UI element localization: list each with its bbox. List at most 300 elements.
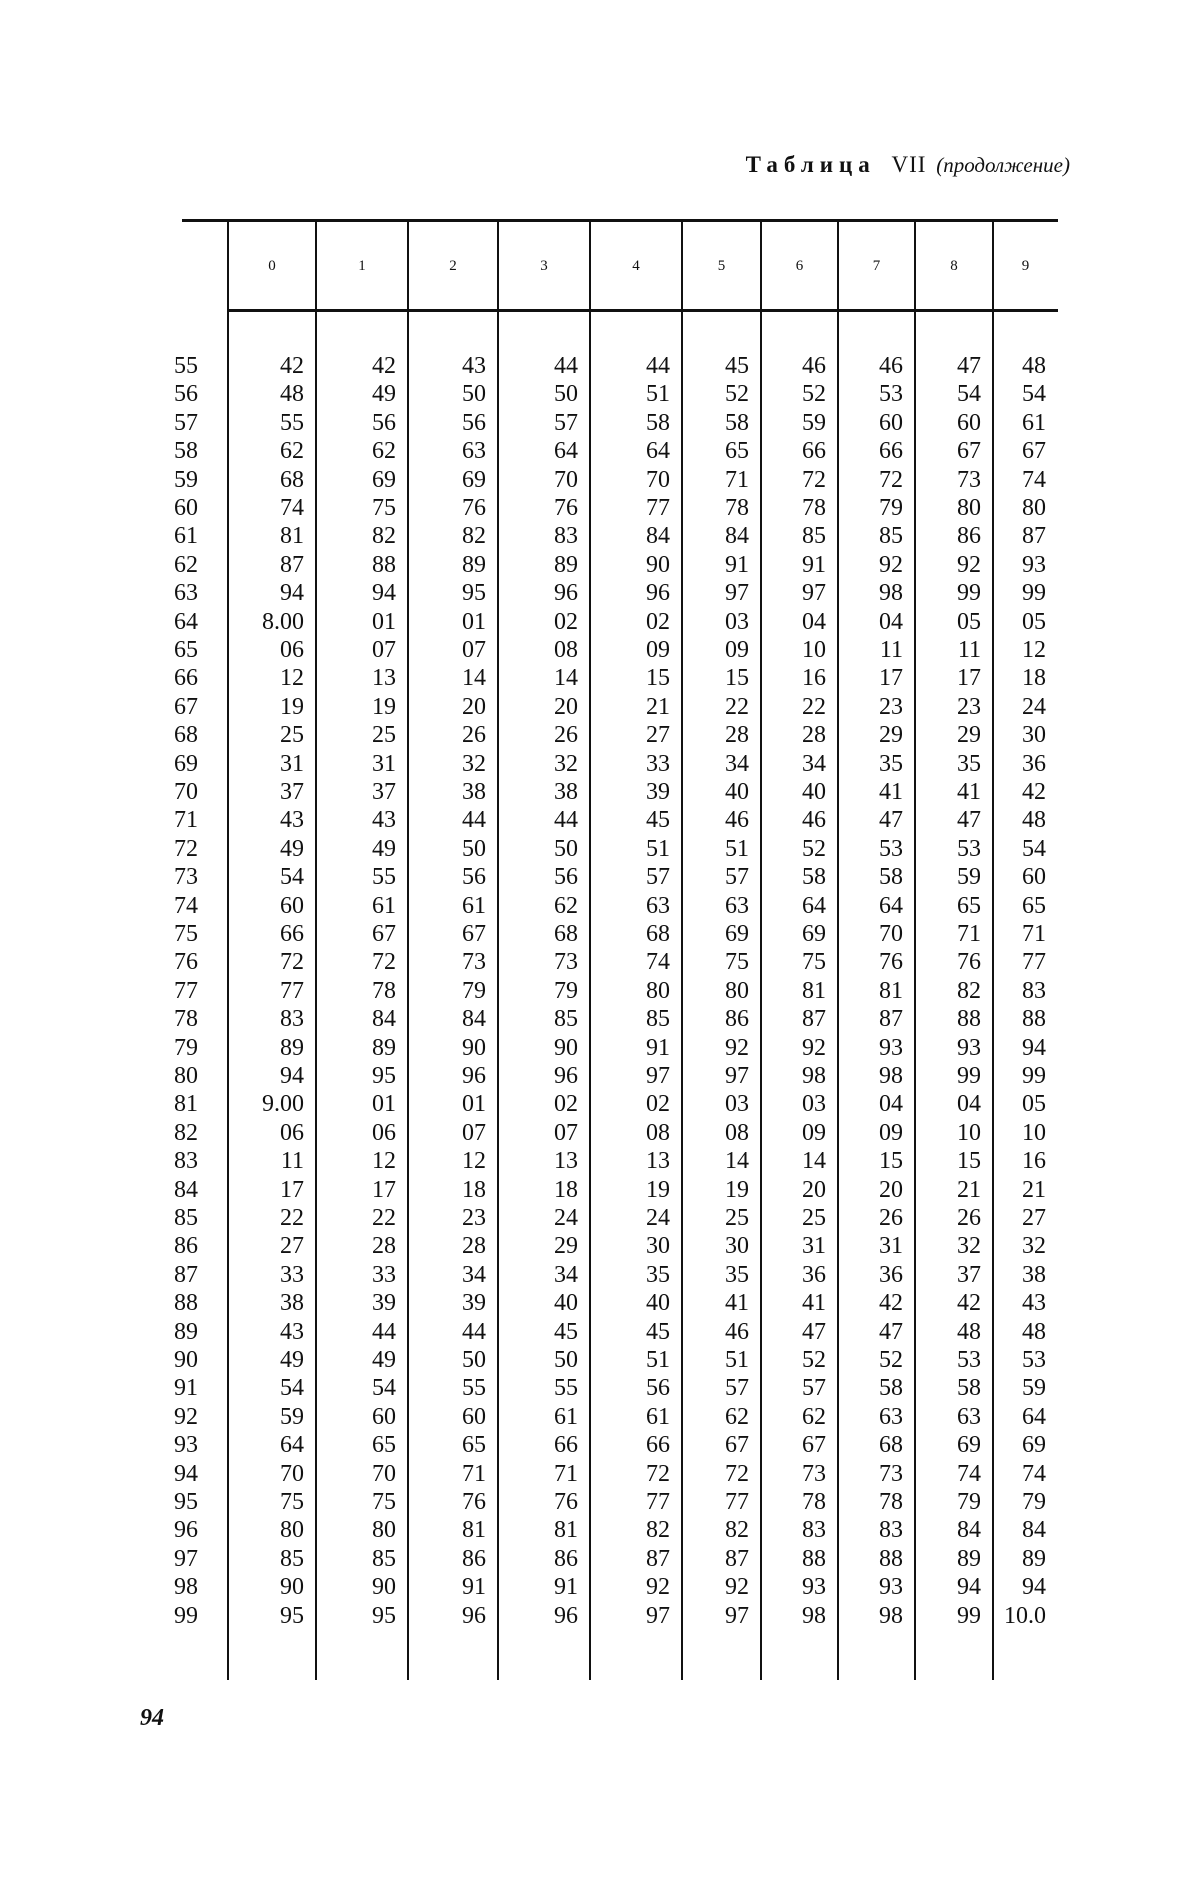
table-cell: 61 — [554, 1403, 578, 1430]
row-label: 61 — [174, 523, 198, 550]
table-cell: 96 — [554, 580, 578, 607]
table-cell: 33 — [646, 750, 670, 777]
table-cell: 66 — [554, 1432, 578, 1459]
table-cell: 83 — [1022, 977, 1046, 1004]
caption-word: Таблица — [745, 152, 876, 177]
table-cell: 17 — [280, 1176, 304, 1203]
table-cell: 94 — [372, 580, 396, 607]
table-cell: 51 — [725, 835, 749, 862]
table-cell: 76 — [879, 949, 903, 976]
table-cell: 98 — [802, 1602, 826, 1629]
table-cell: 56 — [462, 409, 486, 436]
table-cell: 50 — [462, 835, 486, 862]
table-cell: 50 — [554, 1347, 578, 1373]
table-cell: 63 — [879, 1403, 903, 1430]
table-cell: 92 — [879, 551, 903, 578]
table-cell: 42 — [372, 353, 396, 379]
table-cell: 92 — [802, 1034, 826, 1061]
table-cell: 15 — [646, 665, 670, 692]
row-label: 89 — [174, 1318, 198, 1345]
row-label: 72 — [174, 835, 198, 862]
table-cell: 04 — [879, 608, 903, 635]
table-cell: 45 — [725, 353, 749, 379]
table-cell: 54 — [280, 1375, 304, 1402]
table-cell: 15 — [725, 665, 749, 692]
table-cell: 20 — [879, 1176, 903, 1203]
table-cell: 97 — [646, 1063, 670, 1089]
table-cell: 05 — [1022, 1091, 1046, 1118]
caption-number: VII — [891, 152, 927, 177]
table-cell: 78 — [879, 1489, 903, 1515]
table-cell: 38 — [280, 1290, 304, 1317]
table-cell: 30 — [1022, 722, 1046, 749]
table-cell: 36 — [802, 1261, 826, 1288]
table-cell: 17 — [879, 665, 903, 692]
table-cell: 39 — [372, 1290, 396, 1317]
table-cell: 93 — [802, 1574, 826, 1601]
column-header: 2 — [449, 258, 457, 274]
row-label: 96 — [174, 1517, 198, 1544]
row-label: 69 — [174, 750, 198, 777]
table-cell: 74 — [957, 1460, 981, 1487]
table-cell: 79 — [879, 495, 903, 521]
table-cell: 99 — [1022, 1063, 1046, 1089]
table-cell: 53 — [879, 381, 903, 408]
table-cell: 02 — [554, 1091, 578, 1118]
table-cell: 53 — [957, 835, 981, 862]
table-cell: 02 — [554, 608, 578, 635]
table-cell: 19 — [725, 1176, 749, 1203]
table-cell: 03 — [725, 608, 749, 635]
table-cell: 58 — [725, 409, 749, 436]
table-cell: 12 — [372, 1148, 396, 1175]
table-cell: 46 — [879, 353, 903, 379]
row-label: 91 — [174, 1375, 198, 1402]
table-cell: 27 — [1022, 1205, 1046, 1231]
table-cell: 95 — [462, 580, 486, 607]
table-cell: 68 — [280, 466, 304, 493]
table-cell: 08 — [646, 1119, 670, 1146]
table-cell: 66 — [802, 438, 826, 465]
table-cell: 25 — [725, 1205, 749, 1231]
table-cell: 48 — [1022, 1318, 1046, 1345]
column-header: 4 — [632, 258, 640, 274]
row-label: 63 — [174, 580, 198, 607]
table-cell: 52 — [802, 1347, 826, 1373]
table-cell: 14 — [802, 1148, 826, 1175]
table-cell: 35 — [879, 750, 903, 777]
table-cell: 06 — [280, 1119, 304, 1146]
table-cell: 26 — [554, 722, 578, 749]
table-cell: 09 — [802, 1119, 826, 1146]
row-label: 71 — [174, 807, 198, 834]
table-cell: 83 — [879, 1517, 903, 1544]
table-cell: 91 — [646, 1034, 670, 1061]
table-cell: 85 — [646, 1006, 670, 1033]
table-cell: 65 — [725, 438, 749, 465]
table-cell: 92 — [725, 1574, 749, 1601]
table-cell: 37 — [372, 779, 396, 805]
table-cell: 23 — [957, 693, 981, 720]
table-cell: 50 — [554, 835, 578, 862]
table-cell: 06 — [372, 1119, 396, 1146]
table-cell: 82 — [725, 1517, 749, 1544]
table-cell: 29 — [554, 1233, 578, 1260]
table-cell: 81 — [280, 523, 304, 550]
table-cell: 78 — [372, 977, 396, 1004]
row-label: 87 — [174, 1261, 198, 1288]
row-label: 65 — [174, 637, 198, 663]
table-cell: 88 — [1022, 1006, 1046, 1033]
table-cell: 44 — [462, 1318, 486, 1345]
table-cell: 25 — [802, 1205, 826, 1231]
table-cell: 73 — [957, 466, 981, 493]
table-cell: 19 — [280, 693, 304, 720]
table-cell: 68 — [879, 1432, 903, 1459]
table-cell: 67 — [372, 921, 396, 947]
table-cell: 26 — [462, 722, 486, 749]
table-cell: 90 — [280, 1574, 304, 1601]
table-cell: 65 — [372, 1432, 396, 1459]
table-cell: 50 — [462, 381, 486, 408]
table-cell: 89 — [1022, 1545, 1046, 1572]
table-cell: 63 — [957, 1403, 981, 1430]
table-cell: 52 — [725, 381, 749, 408]
table-cell: 64 — [802, 892, 826, 919]
table-cell: 67 — [802, 1432, 826, 1459]
row-label: 94 — [174, 1460, 198, 1487]
table-cell: 82 — [462, 523, 486, 550]
table-cell: 10 — [957, 1119, 981, 1146]
table-cell: 98 — [879, 1063, 903, 1089]
table-cell: 07 — [462, 637, 486, 663]
table-cell: 28 — [462, 1233, 486, 1260]
table-cell: 34 — [725, 750, 749, 777]
table-cell: 94 — [1022, 1034, 1046, 1061]
table-cell: 10 — [1022, 1119, 1046, 1146]
table-cell: 28 — [372, 1233, 396, 1260]
table-cell: 56 — [554, 864, 578, 891]
table-cell: 05 — [957, 608, 981, 635]
table-cell: 90 — [462, 1034, 486, 1061]
table-cell: 04 — [879, 1091, 903, 1118]
row-label: 67 — [174, 693, 198, 720]
table-cell: 09 — [725, 637, 749, 663]
row-label: 73 — [174, 864, 198, 891]
table-cell: 44 — [554, 353, 578, 379]
row-label: 98 — [174, 1574, 198, 1601]
table-cell: 74 — [280, 495, 304, 521]
table-cell: 57 — [646, 864, 670, 891]
table-cell: 95 — [372, 1602, 396, 1629]
table-cell: 16 — [802, 665, 826, 692]
column-header: 9 — [1021, 258, 1030, 274]
table-cell: 21 — [1022, 1176, 1046, 1203]
table-cell: 26 — [879, 1205, 903, 1231]
table-cell: 34 — [802, 750, 826, 777]
row-label: 62 — [174, 551, 198, 578]
table-cell: 54 — [957, 381, 981, 408]
table-cell: 85 — [372, 1545, 396, 1572]
row-label: 88 — [174, 1290, 198, 1317]
table-cell: 47 — [879, 807, 903, 834]
table-cell: 52 — [879, 1347, 903, 1373]
table-cell: 42 — [280, 353, 304, 379]
table-cell: 58 — [957, 1375, 981, 1402]
table-cell: 06 — [280, 637, 304, 663]
table-cell: 62 — [372, 438, 396, 465]
table-cell: 28 — [802, 722, 826, 749]
table-cell: 14 — [725, 1148, 749, 1175]
table-cell: 53 — [1022, 1347, 1046, 1373]
table-cell: 93 — [957, 1034, 981, 1061]
row-label: 84 — [174, 1176, 198, 1203]
table-cell: 55 — [280, 409, 304, 436]
table-cell: 29 — [879, 722, 903, 749]
table-cell: 92 — [725, 1034, 749, 1061]
table-cell: 60 — [1022, 864, 1046, 891]
table-cell: 70 — [554, 466, 578, 493]
table-cell: 78 — [802, 1489, 826, 1515]
table-cell: 15 — [957, 1148, 981, 1175]
table-cell: 66 — [280, 921, 304, 947]
table-cell: 50 — [554, 381, 578, 408]
column-header: 7 — [872, 258, 881, 274]
table-cell: 09 — [879, 1119, 903, 1146]
table-cell: 35 — [725, 1261, 749, 1288]
table-cell: 22 — [372, 1205, 396, 1231]
table-cell: 87 — [280, 551, 304, 578]
table-cell: 45 — [646, 807, 670, 834]
table-cell: 87 — [725, 1545, 749, 1572]
table-cell: 22 — [725, 693, 749, 720]
table-cell: 72 — [725, 1460, 749, 1487]
table-cell: 80 — [957, 495, 981, 521]
table-cell: 31 — [280, 750, 304, 777]
table-cell: 48 — [1022, 353, 1046, 379]
table-cell: 07 — [462, 1119, 486, 1146]
table-cell: 49 — [280, 1347, 304, 1373]
table-cell: 15 — [879, 1148, 903, 1175]
table-cell: 92 — [957, 551, 981, 578]
table-cell: 07 — [372, 637, 396, 663]
table-cell: 69 — [802, 921, 826, 947]
row-label: 92 — [174, 1403, 198, 1430]
table-cell: 64 — [646, 438, 670, 465]
table-cell: 75 — [725, 949, 749, 976]
table-cell: 87 — [802, 1006, 826, 1033]
table-cell: 34 — [554, 1261, 578, 1288]
table-cell: 69 — [957, 1432, 981, 1459]
table-cell: 85 — [879, 523, 903, 550]
table-cell: 41 — [802, 1290, 826, 1317]
table-cell: 62 — [280, 438, 304, 465]
table-cell: 20 — [554, 693, 578, 720]
column-header: 5 — [717, 258, 726, 274]
table-cell: 36 — [1022, 750, 1046, 777]
table-cell: 61 — [646, 1403, 670, 1430]
table-cell: 83 — [554, 523, 578, 550]
table-cell: 41 — [725, 1290, 749, 1317]
table-cell: 24 — [554, 1205, 578, 1231]
row-label: 80 — [174, 1063, 198, 1089]
table-cell: 11 — [280, 1148, 304, 1175]
table-cell: 77 — [280, 977, 304, 1004]
row-label: 76 — [174, 949, 198, 976]
table-cell: 68 — [554, 921, 578, 947]
table-cell: 98 — [879, 580, 903, 607]
table-cell: 46 — [802, 807, 826, 834]
table-cell: 48 — [280, 381, 304, 408]
column-header: 0 — [268, 258, 276, 274]
table-cell: 94 — [957, 1574, 981, 1601]
row-label: 97 — [174, 1545, 198, 1572]
table-cell: 87 — [646, 1545, 670, 1572]
table-cell: 70 — [646, 466, 670, 493]
row-label: 57 — [174, 409, 198, 436]
table-cell: 61 — [1022, 409, 1046, 436]
table-cell: 42 — [957, 1290, 981, 1317]
table-cell: 63 — [462, 438, 486, 465]
table-cell: 60 — [957, 409, 981, 436]
table-cell: 46 — [802, 353, 826, 379]
table-cell: 31 — [879, 1233, 903, 1260]
table-cell: 8.00 — [262, 608, 304, 635]
table-cell: 17 — [372, 1176, 396, 1203]
table-cell: 78 — [802, 495, 826, 521]
table-cell: 58 — [646, 409, 670, 436]
table-cell: 86 — [462, 1545, 486, 1572]
row-label: 83 — [174, 1148, 198, 1175]
table-cell: 07 — [554, 1119, 578, 1146]
table-cell: 89 — [957, 1545, 981, 1572]
table-cell: 72 — [802, 466, 826, 493]
row-label: 66 — [174, 665, 198, 692]
table-cell: 95 — [280, 1602, 304, 1629]
table-cell: 95 — [372, 1063, 396, 1089]
table-cell: 81 — [554, 1517, 578, 1544]
table-cell: 19 — [646, 1176, 670, 1203]
table-cell: 54 — [372, 1375, 396, 1402]
table-cell: 13 — [372, 665, 396, 692]
table-cell: 91 — [462, 1574, 486, 1601]
table-cell: 65 — [1022, 892, 1046, 919]
table-cell: 18 — [1022, 665, 1046, 692]
table-cell: 01 — [462, 1091, 486, 1118]
table-cell: 91 — [725, 551, 749, 578]
table-cell: 58 — [879, 864, 903, 891]
table-cell: 24 — [646, 1205, 670, 1231]
table-cell: 33 — [372, 1261, 396, 1288]
table-cell: 64 — [554, 438, 578, 465]
table-cell: 30 — [646, 1233, 670, 1260]
table-cell: 88 — [957, 1006, 981, 1033]
table-cell: 35 — [646, 1261, 670, 1288]
table-cell: 32 — [462, 750, 486, 777]
table-cell: 54 — [1022, 835, 1046, 862]
table-cell: 41 — [957, 779, 981, 805]
table-cell: 96 — [646, 580, 670, 607]
table-cell: 44 — [372, 1318, 396, 1345]
table-cell: 39 — [646, 779, 670, 805]
table-cell: 49 — [372, 835, 396, 862]
table-cell: 48 — [1022, 807, 1046, 834]
table-cell: 09 — [646, 637, 670, 663]
table-cell: 75 — [372, 495, 396, 521]
table-cell: 70 — [372, 1460, 396, 1487]
row-label: 74 — [174, 892, 198, 919]
table-cell: 16 — [1022, 1148, 1046, 1175]
table-cell: 99 — [957, 580, 981, 607]
table-cell: 12 — [280, 665, 304, 692]
table-cell: 02 — [646, 608, 670, 635]
table-cell: 93 — [879, 1034, 903, 1061]
table-cell: 12 — [1022, 637, 1046, 663]
table-cell: 32 — [554, 750, 578, 777]
table-cell: 57 — [802, 1375, 826, 1402]
table-cell: 60 — [462, 1403, 486, 1430]
table-cell: 08 — [725, 1119, 749, 1146]
table-cell: 46 — [725, 807, 749, 834]
table-cell: 72 — [879, 466, 903, 493]
table-cell: 55 — [372, 864, 396, 891]
table-cell: 57 — [725, 1375, 749, 1402]
table-cell: 20 — [802, 1176, 826, 1203]
table-cell: 71 — [1022, 921, 1046, 947]
table-cell: 20 — [462, 693, 486, 720]
table-cell: 47 — [802, 1318, 826, 1345]
table-cell: 11 — [879, 637, 903, 663]
table-cell: 47 — [957, 807, 981, 834]
table-cell: 63 — [725, 892, 749, 919]
column-header: 8 — [950, 258, 958, 274]
row-label: 85 — [174, 1205, 198, 1231]
table-cell: 13 — [554, 1148, 578, 1175]
table-cell: 84 — [957, 1517, 981, 1544]
table-cell: 56 — [462, 864, 486, 891]
table-cell: 76 — [554, 1489, 578, 1515]
table-cell: 30 — [725, 1233, 749, 1260]
table-cell: 65 — [462, 1432, 486, 1459]
row-label: 70 — [174, 779, 198, 805]
table-cell: 43 — [372, 807, 396, 834]
table-cell: 25 — [372, 722, 396, 749]
table-cell: 71 — [957, 921, 981, 947]
table-cell: 43 — [280, 1318, 304, 1345]
table-cell: 42 — [1022, 779, 1046, 805]
table-cell: 59 — [957, 864, 981, 891]
table-cell: 24 — [1022, 693, 1046, 720]
table-cell: 88 — [879, 1545, 903, 1572]
table-cell: 63 — [646, 892, 670, 919]
table-cell: 53 — [879, 835, 903, 862]
table-cell: 81 — [802, 977, 826, 1004]
table-cell: 46 — [725, 1318, 749, 1345]
table-cell: 85 — [280, 1545, 304, 1572]
table-cell: 96 — [554, 1602, 578, 1629]
table-cell: 77 — [646, 495, 670, 521]
table-cell: 80 — [646, 977, 670, 1004]
table-cell: 94 — [280, 1063, 304, 1089]
table-cell: 43 — [462, 353, 486, 379]
table-cell: 50 — [462, 1347, 486, 1373]
table-cell: 99 — [957, 1063, 981, 1089]
table-cell: 65 — [957, 892, 981, 919]
table-cell: 66 — [879, 438, 903, 465]
table-cell: 77 — [1022, 949, 1046, 976]
table-cell: 48 — [957, 1318, 981, 1345]
table-cell: 98 — [879, 1602, 903, 1629]
